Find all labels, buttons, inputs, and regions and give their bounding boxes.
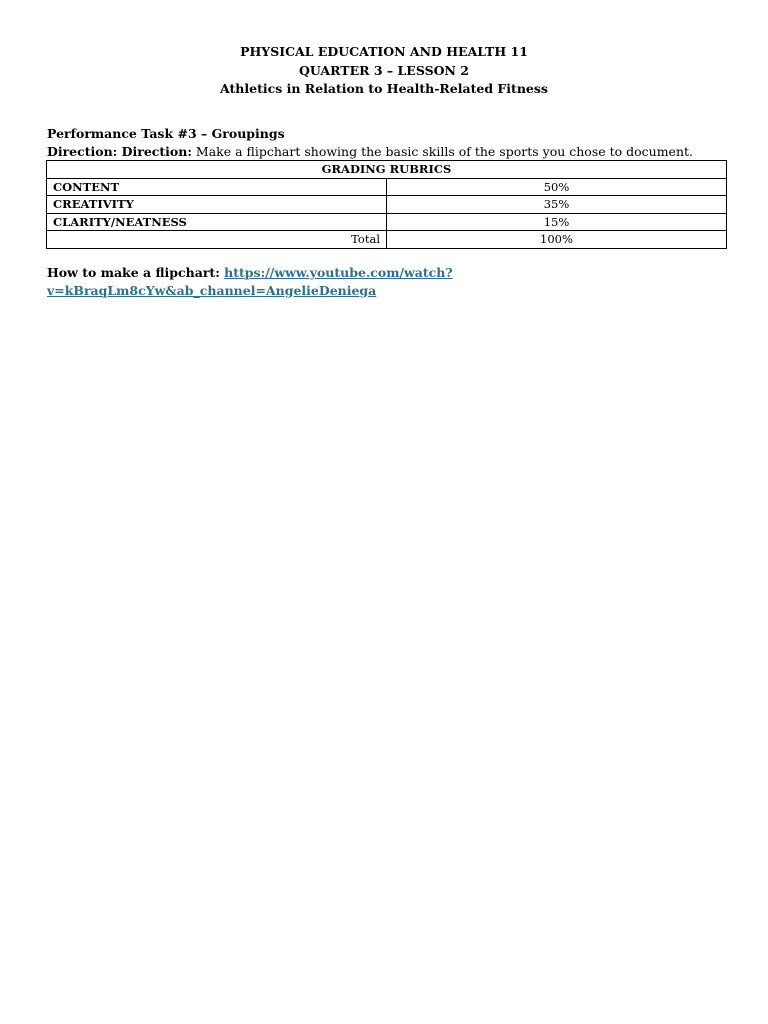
direction-text: Make a flipchart showing the basic skills of the sports you chose to document. <box>191 143 694 159</box>
howto-label: How to make a flipchart: <box>47 265 225 280</box>
lesson-title: Athletics in Relation to Health-Related Fitness <box>220 81 548 96</box>
total-label: Total <box>47 231 387 249</box>
rubric-heading: GRADING RUBRICS <box>47 161 727 179</box>
table-row <box>47 178 727 196</box>
weight-creativity: 35% <box>387 196 727 214</box>
grading-rubric-table <box>46 160 727 249</box>
rubric-heading-row <box>47 161 727 179</box>
table-row <box>47 213 727 231</box>
task-direction <box>47 143 693 161</box>
table-row <box>47 196 727 214</box>
weight-content: 50% <box>387 178 727 196</box>
flipchart-howto <box>47 264 507 299</box>
task-title: Performance Task #3 – Groupings <box>47 126 285 141</box>
performance-task <box>47 125 693 160</box>
criterion-creativity: CREATIVITY <box>47 196 387 214</box>
quarter-lesson: QUARTER 3 – LESSON 2 <box>299 62 469 78</box>
total-row <box>47 231 727 249</box>
link-line-1: https://www.youtube.com/watch? <box>224 265 453 280</box>
weight-clarity-neatness: 15% <box>387 213 727 231</box>
criterion-content: CONTENT <box>47 178 387 196</box>
direction-label: Direction: Direction: <box>47 143 192 159</box>
link-line-2: v=kBraqLm8cYw&ab_channel=AngelieDeniega <box>47 282 377 298</box>
criterion-clarity-neatness: CLARITY/NEATNESS <box>47 213 387 231</box>
document-header <box>0 43 768 99</box>
total-value: 100% <box>387 231 727 249</box>
course-title: PHYSICAL EDUCATION AND HEALTH 11 <box>240 44 528 59</box>
